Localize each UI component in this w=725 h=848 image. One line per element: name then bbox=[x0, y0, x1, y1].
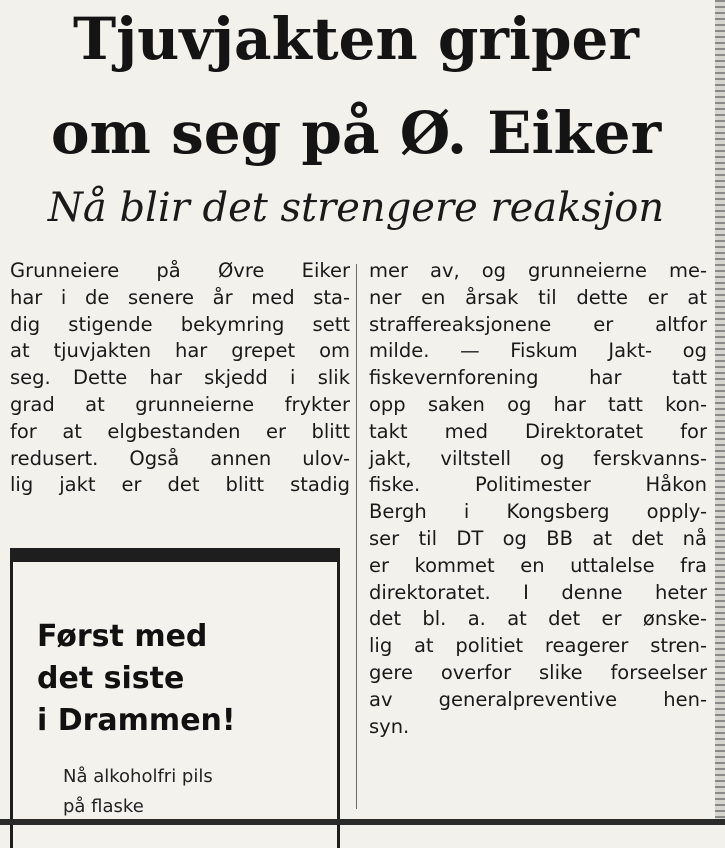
text-line: at tjuvjakten har grepet om bbox=[10, 339, 350, 363]
advertisement-text bbox=[63, 762, 323, 822]
text-line: er kommet en uttalelse fra bbox=[369, 553, 707, 577]
text-line: redusert. Også annen ulov- bbox=[10, 446, 350, 470]
text-line: opp saken og har tatt kon- bbox=[369, 392, 707, 416]
advertisement-title-line: Først med bbox=[37, 619, 208, 654]
text-line: det bl. a. at det er ønske- bbox=[369, 607, 707, 631]
text-line: seg. Dette har skjedd i slik bbox=[10, 366, 350, 390]
text-line: Grunneiere på Øvre Eiker bbox=[10, 259, 350, 282]
text-line: av generalpreventive hen- bbox=[369, 687, 707, 711]
text-line: gere overfor slike forseelser bbox=[369, 660, 707, 684]
advertisement-text-line: på flaske bbox=[63, 796, 144, 817]
text-line: grad at grunneierne frykter bbox=[10, 392, 350, 416]
page-edge-bottom bbox=[0, 819, 725, 825]
text-line: milde. — Fiskum Jakt- og bbox=[369, 339, 707, 363]
text-line: takt med Direktoratet for bbox=[369, 419, 707, 443]
text-line: dig stigende bekymring sett bbox=[10, 312, 350, 336]
article-right-column bbox=[369, 258, 707, 740]
column-divider bbox=[356, 264, 357, 809]
advertisement-title bbox=[37, 616, 327, 742]
text-line: syn. bbox=[369, 714, 410, 738]
text-line: for at elgbestanden er blitt bbox=[10, 419, 350, 443]
text-line: jakt, viltstell og ferskvanns- bbox=[369, 446, 707, 470]
article-left-column bbox=[10, 258, 350, 499]
text-line: lig at politiet reagerer stren- bbox=[369, 634, 707, 658]
text-line: ner en årsak til dette er at bbox=[369, 285, 707, 309]
subheadline: Nå blir det strengere reaksjon bbox=[47, 185, 665, 231]
text-line: straffereaksjonene er altfor bbox=[369, 312, 707, 336]
text-line: fiskevernforening har tatt bbox=[369, 366, 707, 390]
headline-line-1: Tjuvjakten griper bbox=[73, 5, 639, 73]
advertisement-title-line: det siste bbox=[37, 661, 185, 696]
text-line: direktoratet. I denne heter bbox=[369, 580, 707, 604]
page-edge-right bbox=[715, 0, 725, 825]
text-line: har i de senere år med sta- bbox=[10, 285, 350, 309]
text-line: fiske. Politimester Håkon bbox=[369, 473, 707, 497]
advertisement-text-line: Nå alkoholfri pils bbox=[63, 766, 213, 787]
advertisement-box bbox=[10, 548, 340, 848]
headline-line-2: om seg på Ø. Eiker bbox=[50, 99, 662, 167]
text-line: lig jakt er det blitt stadig bbox=[10, 473, 350, 497]
advertisement-title-line: i Drammen! bbox=[37, 703, 236, 738]
text-line: mer av, og grunneierne me- bbox=[369, 259, 707, 282]
text-line: Bergh i Kongsberg opply- bbox=[369, 500, 707, 524]
text-line: ser til DT og BB at det nå bbox=[369, 526, 707, 550]
